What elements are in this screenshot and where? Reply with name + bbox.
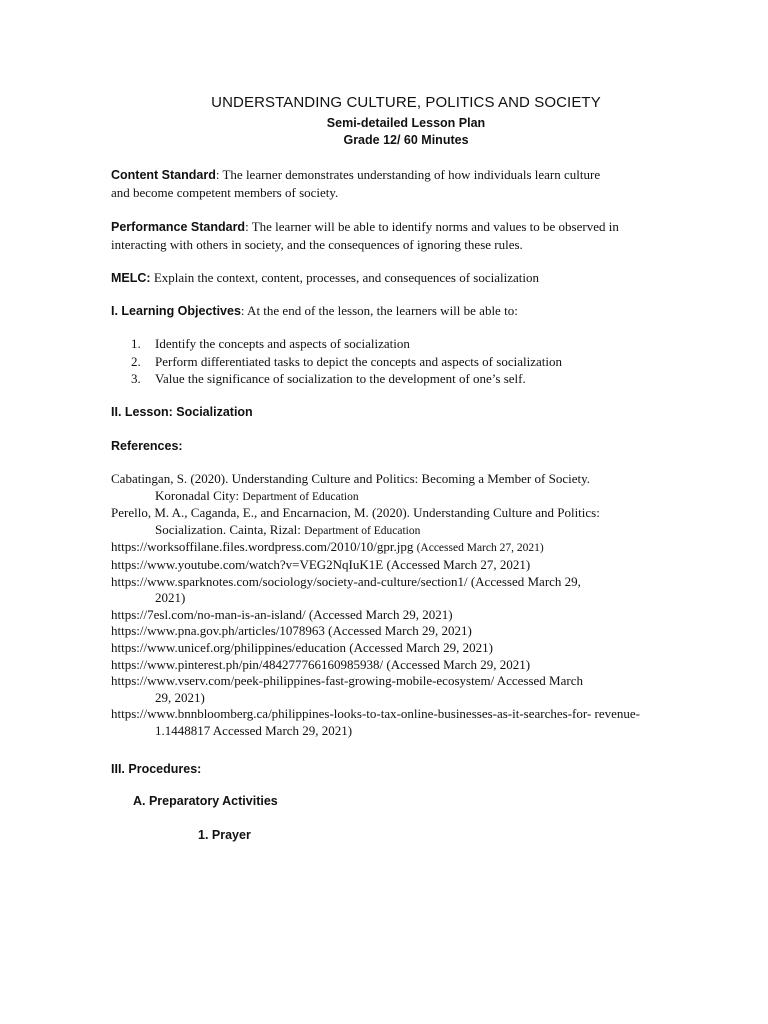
reference-line xyxy=(111,522,696,540)
reference-line: https://www.pinterest.ph/pin/484277766160985938/ (Accessed March 29, 2021) xyxy=(111,656,531,672)
reference-publisher: Department of Education xyxy=(304,524,421,537)
reference-line: 1.1448817 Accessed March 29, 2021) xyxy=(155,722,353,738)
list-text: Identify the concepts and aspects of socialization xyxy=(155,336,410,351)
content-standard-label: Content Standard xyxy=(111,168,216,182)
document-title: UNDERSTANDING CULTURE, POLITICS AND SOCIETY xyxy=(211,94,601,111)
performance-standard-label: Performance Standard xyxy=(111,220,246,234)
performance-standard-section xyxy=(111,218,691,253)
reference-entry xyxy=(111,505,696,539)
learning-objectives-label: I. Learning Objectives xyxy=(111,304,241,318)
list-item xyxy=(131,370,562,388)
document-subtitle: Semi-detailed Lesson Plan xyxy=(326,116,486,130)
reference-line: 29, 2021) xyxy=(155,689,205,705)
reference-text: Socialization. Cainta, Rizal: xyxy=(155,521,305,537)
list-number: 3. xyxy=(131,371,141,386)
reference-text: Koronadal City: xyxy=(155,487,243,503)
reference-publisher: Department of Education xyxy=(242,490,359,503)
preparatory-activities-heading: A. Preparatory Activities xyxy=(133,794,278,808)
content-standard-section xyxy=(111,166,691,201)
reference-line: https://www.bnnbloomberg.ca/philippines-looks-to-tax-online-businesses-as-it-searches-for- revenue- xyxy=(111,706,640,722)
content-standard-text-1: : The learner demonstrates understanding of how individuals learn culture xyxy=(215,167,601,182)
reference-line xyxy=(111,539,696,557)
objectives-list xyxy=(131,335,562,388)
procedures-heading: III. Procedures: xyxy=(111,762,202,776)
reference-entry xyxy=(111,557,696,574)
content-standard-text-2: and become competent members of society. xyxy=(111,185,339,200)
melc-text: Explain the context, content, processes, and consequences of socialization xyxy=(150,270,540,285)
reference-entry xyxy=(111,657,696,674)
reference-line: Perello, M. A., Caganda, E., and Encarnacion, M. (2020). Understanding Culture and Politics: xyxy=(111,505,600,521)
list-text: Perform differentiated tasks to depict the concepts and aspects of socialization xyxy=(155,353,562,369)
grade-line: Grade 12/ 60 Minutes xyxy=(343,133,469,147)
reference-url: https://worksoffilane.files.wordpress.com/2010/10/gpr.jpg xyxy=(111,539,417,555)
reference-entry xyxy=(111,539,696,557)
reference-line: Cabatingan, S. (2020). Understanding Culture and Politics: Becoming a Member of Society. xyxy=(111,471,590,486)
reference-line: https://www.unicef.org/philippines/education (Accessed March 29, 2021) xyxy=(111,639,493,655)
learning-objectives-heading xyxy=(111,302,691,320)
melc-section xyxy=(111,269,691,287)
reference-entry xyxy=(111,574,696,607)
reference-line: 2021) xyxy=(155,590,186,606)
reference-entry xyxy=(111,673,696,706)
prayer-heading: 1. Prayer xyxy=(198,828,251,842)
learning-objectives-intro: : At the end of the lesson, the learners will be able to: xyxy=(240,303,518,318)
reference-line: https://7esl.com/no-man-is-an-island/ (Accessed March 29, 2021) xyxy=(111,606,453,622)
performance-standard-text-1: : The learner will be able to identify norms and values to be observed in xyxy=(245,219,619,234)
reference-line: https://www.youtube.com/watch?v=VEG2NqIuK1E (Accessed March 27, 2021) xyxy=(111,556,531,572)
reference-line: https://www.sparknotes.com/sociology/society-and-culture/section1/ (Accessed March 29, xyxy=(111,573,581,589)
references-heading: References: xyxy=(111,439,183,453)
melc-label: MELC: xyxy=(111,271,151,285)
reference-entry xyxy=(111,471,696,505)
performance-standard-text-2: interacting with others in society, and the consequences of ignoring these rules. xyxy=(111,237,523,252)
reference-line xyxy=(111,488,696,506)
list-number: 1. xyxy=(131,336,141,351)
reference-accessed: (Accessed March 27, 2021) xyxy=(416,542,544,555)
reference-line: https://www.pna.gov.ph/articles/1078963 (Accessed March 29, 2021) xyxy=(111,623,472,639)
list-text: Value the significance of socialization to the development of one’s self. xyxy=(155,371,526,386)
reference-entry xyxy=(111,640,696,657)
reference-entry xyxy=(111,706,696,739)
references-list xyxy=(111,471,696,740)
list-item xyxy=(131,353,562,371)
reference-line: https://www.vserv.com/peek-philippines-fast-growing-mobile-ecosystem/ Accessed March xyxy=(111,673,583,689)
list-number: 2. xyxy=(131,353,141,369)
reference-entry xyxy=(111,623,696,640)
lesson-heading: II. Lesson: Socialization xyxy=(111,405,253,419)
list-item xyxy=(131,335,562,353)
reference-entry xyxy=(111,607,696,624)
